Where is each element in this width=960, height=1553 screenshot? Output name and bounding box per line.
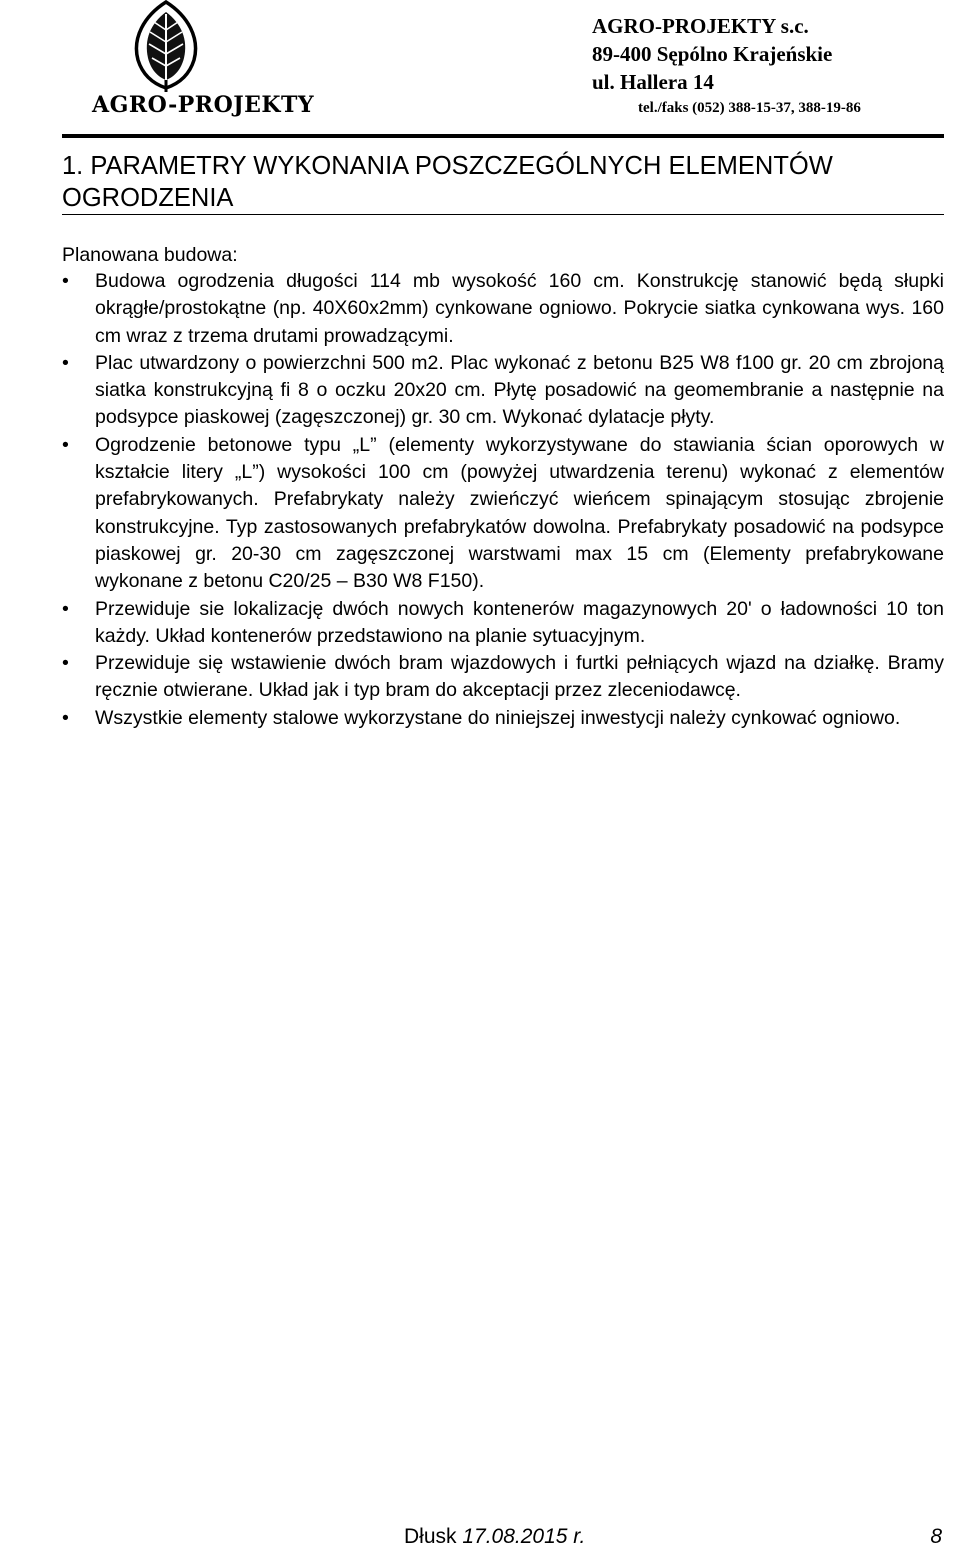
list-item: [62, 350, 944, 432]
section-title: 1. PARAMETRY WYKONANIA POSZCZEGÓLNYCH ELEMENTÓW OGRODZENIA: [62, 152, 833, 212]
list-item-text: Budowa ogrodzenia długości 114 mb wysokość 160 cm. Konstrukcję stanowić będą słupki okrągłe/prostokątne (np. 40X60x2mm) cynkowane ogniowo. Pokrycie siatka cynkowana wys. 160 cm wraz z trzema drutami prowadzącymi.: [95, 270, 944, 347]
bullet-icon: •: [62, 652, 69, 675]
logo-text: AGRO-PROJEKTY: [92, 92, 315, 118]
bullet-icon: •: [62, 351, 69, 374]
bullet-icon: •: [62, 270, 69, 292]
leaf-logo-icon: [126, 0, 206, 92]
list-item-text: Przewiduje sie lokalizację dwóch nowych kontenerów magazynowych 20' o ładowności 10 ton każdy. Układ kontenerów przedstawiono na planie sytuacyjnym.: [95, 597, 944, 647]
list-item: [62, 432, 944, 596]
footer-place-date: [404, 1525, 585, 1549]
company-address: [592, 12, 832, 96]
footer-place: Dłusk: [404, 1525, 457, 1548]
company-phone: tel./faks (052) 388-15-37, 388-19-86: [638, 100, 861, 116]
footer-date: 17.08.2015 r.: [462, 1525, 586, 1548]
list-item: [62, 596, 944, 651]
company-street: ul. Hallera 14: [592, 70, 714, 94]
list-item-text: Wszystkie elementy stalowe wykorzystane do niniejszej inwestycji należy cynkować ogniowo.: [95, 706, 901, 729]
list-item-text: Plac utwardzony o powierzchni 500 m2. Plac wykonać z betonu B25 W8 f100 gr. 20 cm zbrojoną siatka konstrukcyjną fi 8 o oczku 20x20 cm. Płytę posadowić na geomembranie a następnie na podsypce piaskowej (zagęszczonej) gr. 30 cm. Wykonać dylatacje płyty.: [95, 351, 944, 429]
bullet-icon: •: [62, 433, 69, 456]
company-logo: [92, 0, 315, 128]
list-item: [62, 650, 944, 705]
list-item: [62, 268, 944, 350]
header-divider: [62, 134, 944, 138]
page-number: 8: [930, 1525, 942, 1548]
section-intro: Planowana budowa:: [62, 244, 238, 266]
list-item-text: Przewiduje się wstawienie dwóch bram wjazdowych i furtki pełniących wjazd na działkę. Bramy ręcznie otwierane. Układ jak i typ bram do akceptacji przez zleceniodawcę.: [95, 652, 944, 702]
list-item: [62, 705, 944, 732]
bullet-icon: •: [62, 597, 69, 620]
bullet-icon: •: [62, 706, 69, 729]
title-underline: [62, 214, 944, 215]
requirements-list: [62, 268, 944, 732]
page-header: [0, 0, 960, 140]
company-city: 89-400 Sępólno Krajeńskie: [592, 42, 833, 66]
list-item-text: Ogrodzenie betonowe typu „L” (elementy wykorzystywane do stawiania ścian oporowych w kształcie litery „L”) wysokości 100 cm (powyżej utwardzenia terenu) wykonać z elementów prefabrykowanych. Prefabrykaty należy zwieńczyć wieńcem spinającym stosując zbrojenie konstrukcyjne. Typ zastosowanych prefabrykatów dowolna. Prefabrykaty posadowić na podsypce piaskowej gr. 20-30 cm zagęszczonej warstwami max 15 cm (Elementy prefabrykowane wykonane z betonu C20/25 – B30 W8 F150).: [95, 433, 944, 593]
company-name: AGRO-PROJEKTY s.c.: [592, 14, 809, 38]
